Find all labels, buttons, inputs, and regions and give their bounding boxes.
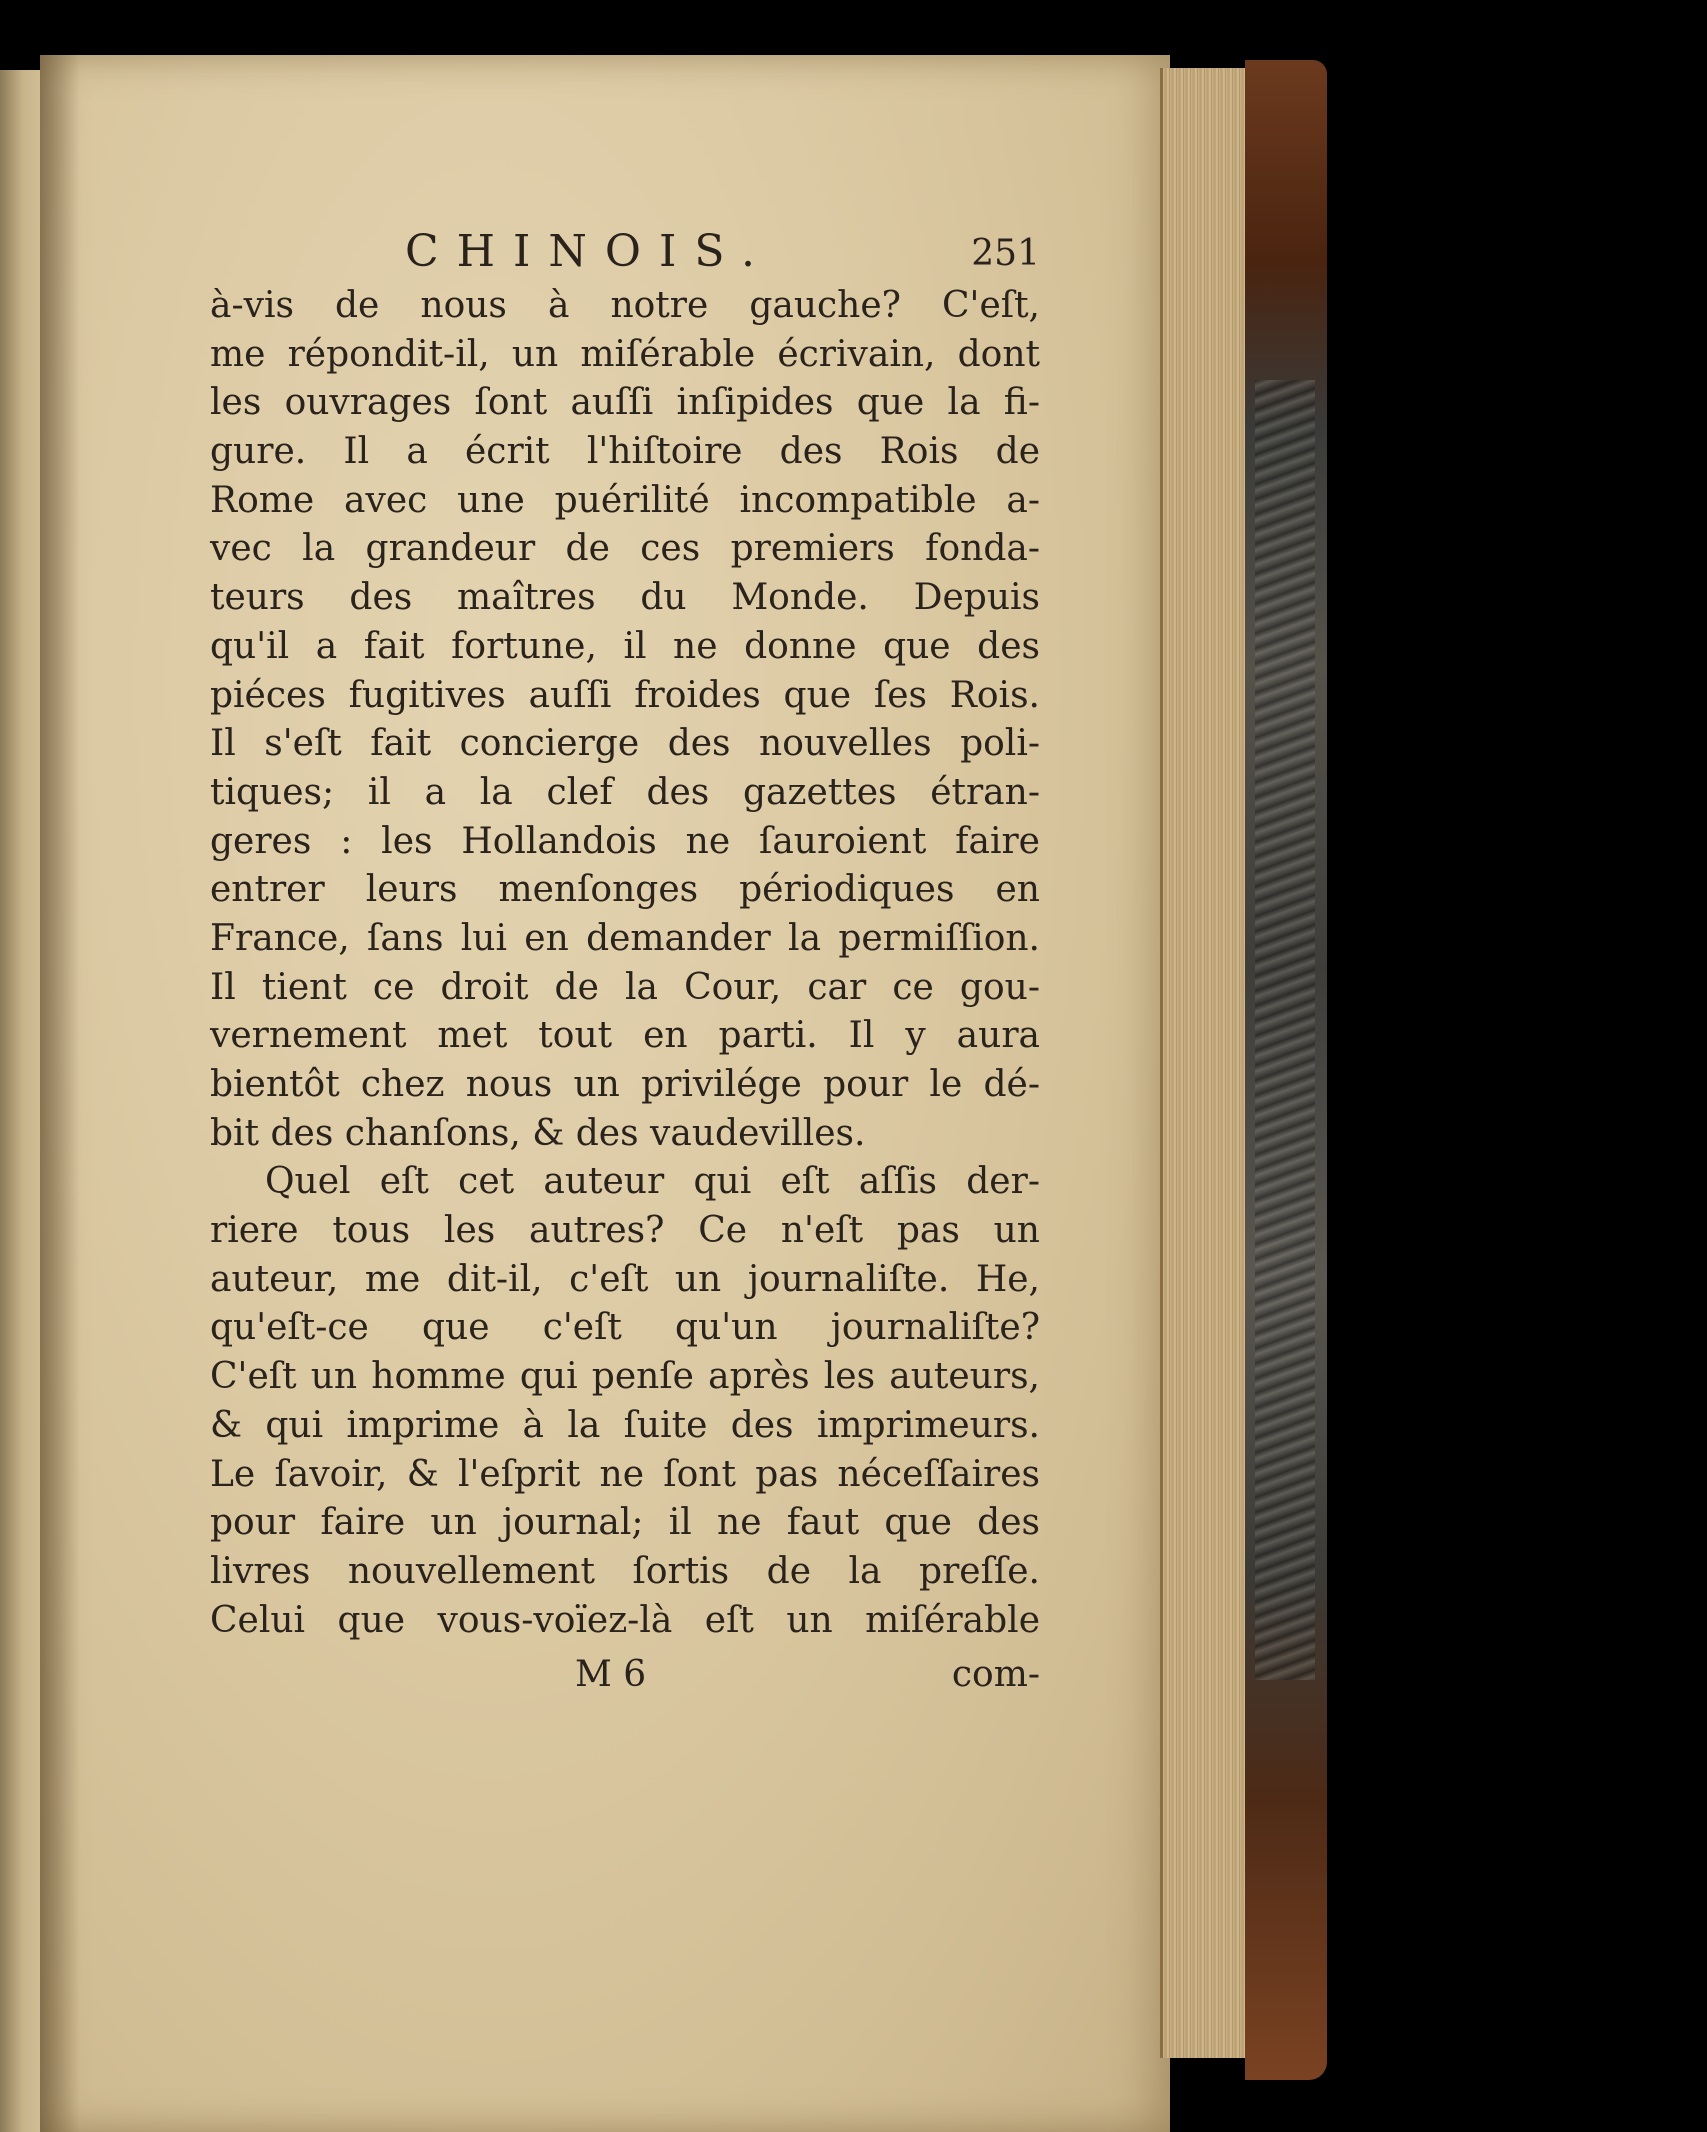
text-line: Le ſavoir, & l'eſprit ne ſont pas néceſſaires — [210, 1453, 1040, 1495]
text-line: riere tous les autres? Ce n'eſt pas un — [210, 1210, 1040, 1252]
text-line: Celui que vous-voïez-là eſt un miſérable — [210, 1599, 1040, 1641]
text-line: & qui imprime à la ſuite des imprimeurs. — [210, 1404, 1040, 1446]
page-gutter — [40, 55, 80, 2132]
text-line: livres nouvellement ſortis de la preſſe. — [210, 1550, 1040, 1592]
text-line: Rome avec une puérilité incompatible a- — [210, 479, 1040, 521]
running-head: CHINOIS. — [405, 226, 773, 277]
text-line: à-vis de nous à notre gauche? C'eſt, — [210, 285, 1040, 326]
text-line: me répondit-il, un miſérable écrivain, dont — [210, 333, 1040, 375]
marbled-board — [1255, 380, 1315, 1680]
text-line: bientôt chez nous un privilége pour le dé- — [210, 1064, 1040, 1105]
text-line: France, ſans lui en demander la permiſſion. — [210, 917, 1040, 959]
text-line: teurs des maîtres du Monde. Depuis — [210, 577, 1040, 619]
text-line: vernement met tout en parti. Il y aura — [210, 1015, 1040, 1057]
text-line: C'eſt un homme qui penſe après les auteurs, — [210, 1356, 1040, 1398]
text-line: piéces fugitives auſſi froides que ſes Rois. — [210, 674, 1040, 716]
page-number: 251 — [971, 233, 1040, 274]
text-line: qu'eſt-ce que c'eſt qu'un journaliſte? — [210, 1307, 1040, 1349]
text-line: pour faire un journal; il ne faut que des — [210, 1502, 1040, 1544]
catchword: com- — [951, 1654, 1040, 1696]
paragraph-start-line: Quel eſt cet auteur qui eſt aſſis der- — [265, 1161, 1040, 1203]
text-line: bit des chanſons, & des vaudevilles. — [210, 1112, 866, 1154]
text-line: les ouvrages ſont auſſi inſipides que la fi- — [210, 382, 1040, 424]
page-edges — [1160, 68, 1253, 2058]
page-header — [210, 222, 1040, 282]
page-footer — [210, 1647, 1040, 1703]
text-line: Il s'eſt fait concierge des nouvelles poli- — [210, 723, 1040, 765]
text-line: gure. Il a écrit l'hiſtoire des Rois de — [210, 431, 1040, 473]
page-text — [210, 222, 1040, 1703]
text-line: Il tient ce droit de la Cour, car ce gou- — [210, 966, 1040, 1008]
signature-mark: M 6 — [575, 1654, 647, 1696]
text-line: qu'il a fait fortune, il ne donne que des — [210, 625, 1040, 667]
text-line: auteur, me dit-il, c'eſt un journaliſte. He, — [210, 1258, 1040, 1300]
text-line: geres : les Hollandois ne ſauroient faire — [210, 820, 1040, 862]
text-line: entrer leurs menſonges périodiques en — [210, 869, 1040, 911]
text-line: tiques; il a la clef des gazettes étran- — [210, 771, 1040, 813]
text-line: vec la grandeur de ces premiers fonda- — [210, 528, 1040, 570]
